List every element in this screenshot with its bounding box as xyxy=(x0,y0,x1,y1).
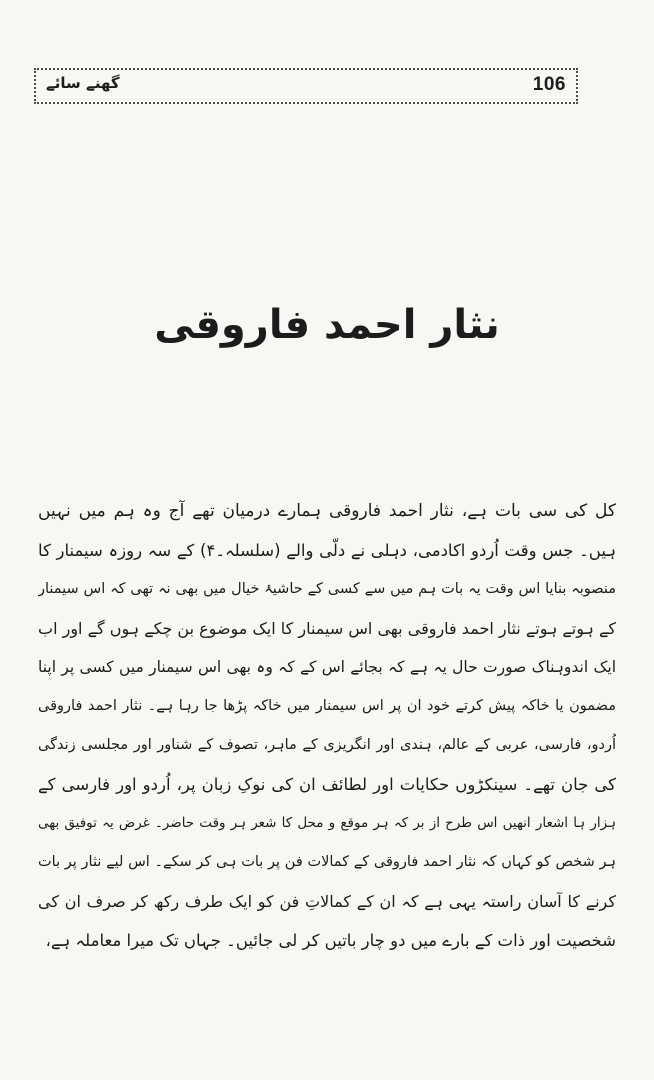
text-line: ہیں۔ جس وقت اُردو اکادمی، دہلی نے دلّی والے (سلسلہ۔۴) کے سہ روزہ سیمنار کا xyxy=(38,541,616,560)
text-line: کل کی سی بات ہے، نثار احمد فاروقی ہمارے درمیان تھے آج وہ ہم میں نہیں xyxy=(38,501,616,521)
book-title: گھنے سائے xyxy=(46,74,120,92)
text-line: مضمون یا خاکہ پیش کرتے خود ان پر اس سیمنار میں خاکہ پڑھا جا رہا ہے۔ نثار احمد فاروقی xyxy=(38,698,616,714)
text-line: منصوبہ بنایا اس وقت یہ بات ہم میں سے کسی کے حاشیۂ خیال میں بھی نہ تھی کہ اس سیمنار xyxy=(38,581,616,597)
text-line: اُردو، فارسی، عربی کے عالم، ہندی اور انگریزی کے ماہر، تصوف کے شناور اور مجلسی زندگی xyxy=(38,737,616,753)
page-number: 106 xyxy=(532,74,566,95)
text-line: ہزار ہا اشعار انھیں اس طرح از بر کہ ہر موقع و محل کا شعر ہر وقت حاضر۔ غرض یہ توفیق بھی xyxy=(38,815,616,831)
text-line: کے ہوتے ہوتے نثار احمد فاروقی بھی اس سیمنار کا ایک موضوع بن چکے ہوں گے اور اب xyxy=(38,619,616,638)
text-line: کی جان تھے۔ سینکڑوں حکایات اور لطائف ان کی نوکِ زبان پر، اُردو اور فارسی کے xyxy=(38,775,616,794)
running-header xyxy=(34,68,578,104)
text-line: کرنے کا آسان راستہ یہی ہے کہ ان کے کمالاتِ فن کو ایک طرف رکھ کر صرف ان کی xyxy=(38,892,616,911)
body-paragraph xyxy=(38,492,616,960)
text-line: ایک اندوہناک صورت حال یہ ہے کہ بجائے اس کے کہ وہ بھی اس سیمنار میں کسی پر اپنا xyxy=(38,658,616,676)
text-line: شخصیت اور ذات کے بارے میں دو چار باتیں کر لی جائیں۔ جہاں تک میرا معاملہ ہے، xyxy=(45,931,616,950)
chapter-title: نثار احمد فاروقی xyxy=(154,301,500,348)
text-line: ہر شخص کو کہاں کہ نثار احمد فاروقی کے کمالات فن پر بات ہی کر سکے۔ اس لیے نثار پر بات xyxy=(38,854,616,870)
